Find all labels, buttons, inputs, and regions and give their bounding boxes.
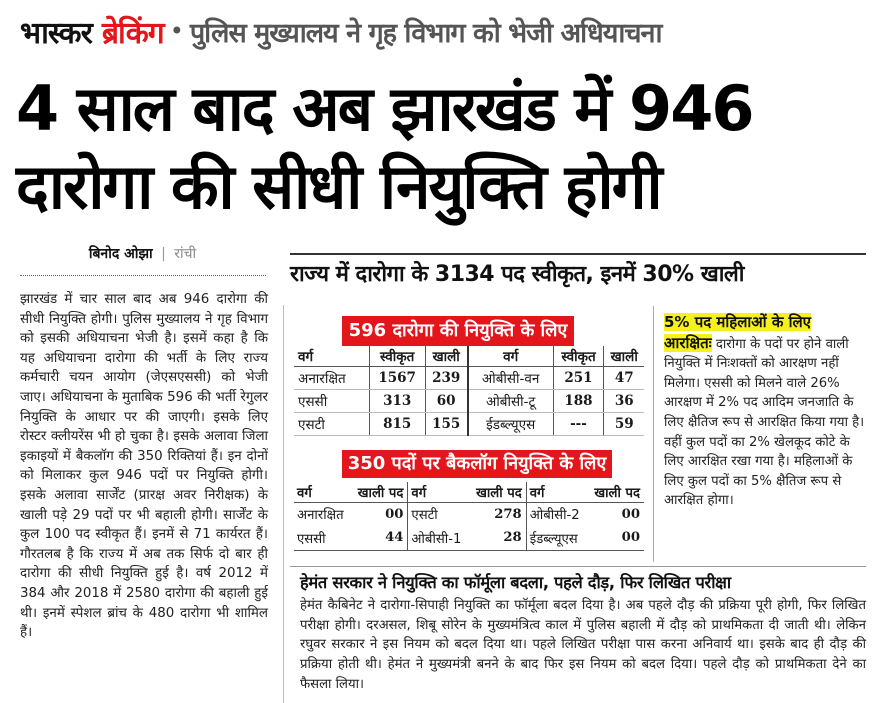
col-header: वर्ग: [294, 346, 369, 366]
section-title: राज्य में दारोगा के 3134 पद स्वीकृत, इनमें 30% खाली: [290, 262, 745, 287]
cell: 313: [369, 389, 425, 412]
cell: 278: [469, 502, 526, 526]
box-divider: [653, 306, 654, 562]
cell: एससी: [297, 531, 326, 547]
col-header: खाली: [604, 346, 644, 366]
headline-line-2: दारोगा की सीधी नियुक्ति होगी: [16, 150, 661, 223]
bullet-icon: •: [169, 17, 184, 45]
formula-story-title: हेमंत सरकार ने नियुक्ति का फॉर्मूला बदला, पहले दौड़, फिर लिखित परीक्षा: [300, 573, 731, 592]
col-header: खाली पद: [469, 482, 526, 502]
col-header: वर्ग: [468, 346, 553, 366]
byline: [20, 244, 265, 263]
brand-name: भास्कर: [20, 15, 92, 51]
table-row: [294, 389, 644, 412]
cell: 59: [604, 412, 644, 435]
cell: 28: [469, 526, 526, 550]
byline-author: बिनोद ओझा: [88, 246, 153, 262]
cell: 36: [604, 389, 644, 412]
cell: 00: [621, 530, 640, 546]
table-header-row: [294, 482, 644, 502]
cell: ---: [553, 412, 604, 435]
women-box-highlight: 5% पद महिलाओं के लिए: [664, 313, 811, 331]
cell: 155: [425, 412, 468, 435]
backlog-table-banner: 350 पदों पर बैकलॉग नियुक्ति के लिए: [342, 450, 612, 478]
col-header: खाली: [425, 346, 468, 366]
women-box-highlight-2: आरक्षितः: [664, 333, 712, 352]
kicker-subhead: पुलिस मुख्यालय ने गृह विभाग को भेजी अधियाचना: [189, 17, 662, 49]
cell: 239: [425, 366, 468, 389]
cell: ईडब्ल्यूएस: [529, 531, 578, 547]
main-headline: [16, 70, 876, 226]
cell: 47: [604, 366, 644, 389]
table-row: [294, 412, 644, 435]
cell: एसटी: [294, 412, 369, 435]
cell: ओबीसी-2: [529, 508, 580, 524]
women-reservation-box: [664, 313, 868, 511]
byline-separator: |: [161, 246, 166, 262]
byline-place: रांची: [174, 246, 197, 262]
cell: एसटी: [411, 508, 438, 524]
cell: अनारक्षित: [297, 508, 344, 524]
backlog-recruitment-table: [294, 482, 644, 551]
cell: 251: [553, 366, 604, 389]
cell: 60: [425, 389, 468, 412]
formula-story-rule: [290, 566, 866, 567]
table-row: [294, 366, 644, 389]
cell: 1567: [369, 366, 425, 389]
section-rule: [290, 253, 866, 255]
cell: 44: [351, 526, 408, 550]
regular-recruitment-table: [294, 346, 644, 436]
main-story-body: झारखंड में चार साल बाद अब 946 दारोगा की सीधी नियुक्ति होगी। पुलिस मुख्यालय ने गृह विभाग को इसकी अधियाचना भेजी है। इसमें कहा है कि यह अधियाचना दारोगा की भर्ती के लिए राज्य कर्मचारी चयन आयोग (जेएसएससी) को भेजी जाए। अधियाचना के मुताबिक 596 की भर्ती रेगुलर नियुक्ति के आधार पर की जाएगी। इसके लिए रोस्टर क्लीयरेंस भी हो चुका है। इसके अलावा जिला इकाइयों में बैकलॉग की 350 रिक्तियां हैं। इन दोनों को मिलाकर कुल 946 पदों पर नियुक्ति होगी। इसके अलावा सार्जेंट (प्रारक्ष अवर निरीक्षक) के खाली पड़े 29 पदों पर भी बहाली होगी। सार्जेंट के कुल 100 पद स्वीकृत हैं। इनमें से 71 कार्यरत हैं। गौरतलब है कि राज्य में अब तक सिर्फ दो बार ही दारोगा की सीधी नियुक्ति हुई है। वर्ष 2012 में 384 और 2018 में 2580 दारोगा की बहाली हुई थी। इनमें स्पेशल ब्रांच के 480 दारोगा भी शामिल हैं।: [20, 292, 268, 641]
cell: 815: [369, 412, 425, 435]
column-divider: [283, 305, 284, 703]
col-header: वर्ग: [408, 482, 469, 502]
col-header: वर्ग: [526, 482, 587, 502]
col-header: खाली पद: [351, 482, 408, 502]
breaking-label: ब्रेकिंग: [101, 15, 164, 51]
formula-story-body: हेमंत कैबिनेट ने दारोगा-सिपाही नियुक्ति का फॉर्मूला बदल दिया है। अब पहले दौड़ की प्रक्रिया पूरी होगी, फिर लिखित परीक्षा होगी। दरअसल, शिबू सोरेन के मुख्यमंत्रित्व काल में पुलिस बहाली में दौड़ को प्राथमिकता दी जाती थी। लेकिन रघुवर सरकार ने इस नियम को बदल दिया था। पहले लिखित परीक्षा पास करना अनिवार्य था। इसके बाद ही दौड़ की प्रक्रिया होती थी। हेमंत ने मुख्यमंत्री बनने के बाद फिर इस नियम को बदल दिया। पहले दौड़ को प्राथमिकता देने का फैसला लिया।: [300, 598, 866, 692]
col-header: खाली पद: [587, 482, 644, 502]
table-header-row: [294, 346, 644, 366]
headline-line-1: 4 साल बाद अब झारखंड में 946: [16, 72, 753, 145]
women-box-body: दारोगा के पदों पर होने वाली नियुक्ति में निःशक्तों को आरक्षण नहीं मिलेगा। एससी को मिलने वाले 26% आरक्षण में 2% पद आदिम जनजाति के लिए क्षैतिज रूप से आरक्षित किया गया है। वहीं कुल पदों का 2% खेलकूद कोटे के लिए आरक्षित रखा गया है। महिलाओं के लिए कुल पदों का 5% क्षैतिज रूप से आरक्षित होगा।: [664, 336, 865, 509]
table-row: [294, 526, 644, 550]
cell: 00: [351, 502, 408, 526]
col-header: स्वीकृत: [369, 346, 425, 366]
table-row: [294, 502, 644, 526]
cell: ईडब्ल्यूएस: [468, 412, 553, 435]
cell: ओबीसी-वन: [468, 366, 553, 389]
col-header: स्वीकृत: [553, 346, 604, 366]
cell: 00: [621, 506, 640, 522]
cell: अनारक्षित: [294, 366, 369, 389]
cell: ओबीसी-1: [411, 531, 462, 547]
byline-divider: [20, 275, 266, 276]
regular-table-banner: 596 दारोगा की नियुक्ति के लिए: [342, 316, 574, 346]
col-header: वर्ग: [294, 482, 351, 502]
cell: एससी: [294, 389, 369, 412]
kicker-line: [20, 6, 662, 56]
cell: 188: [553, 389, 604, 412]
cell: ओबीसी-टू: [468, 389, 553, 412]
